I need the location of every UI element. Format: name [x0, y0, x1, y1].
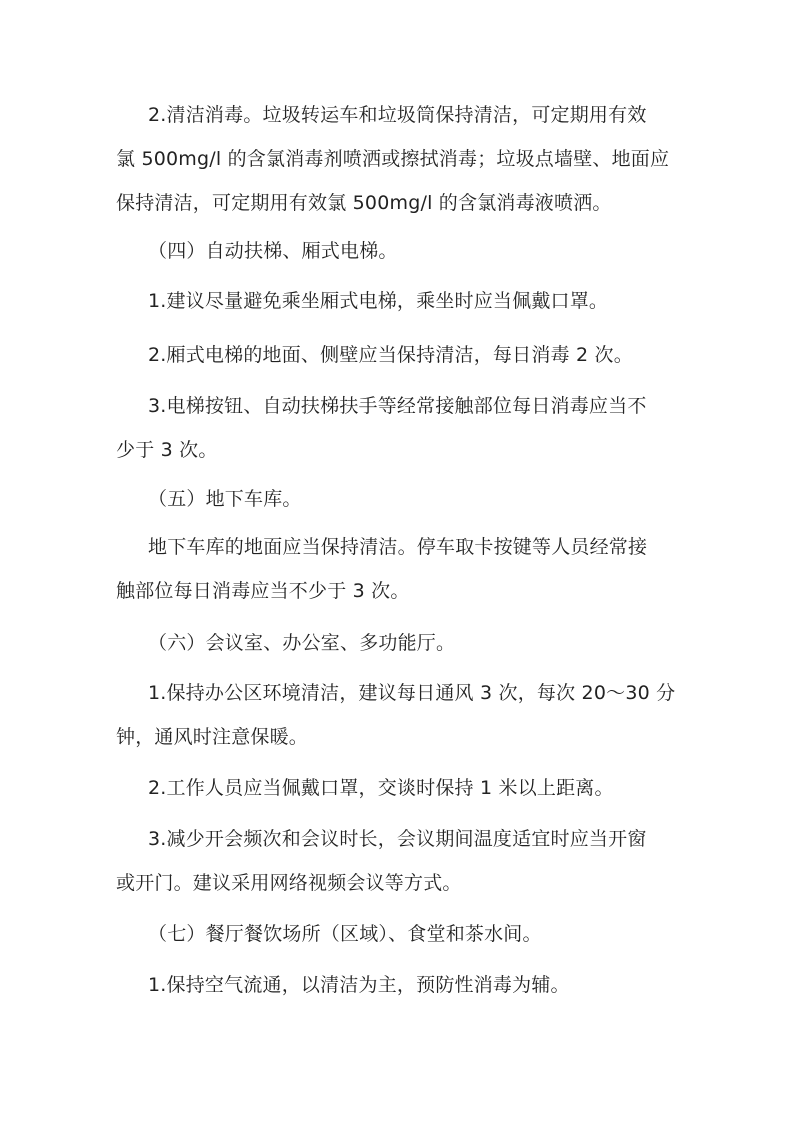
- paragraph-elevator-1: [116, 279, 686, 323]
- text-line: 或开门。建议采用网络视频会议等方式。: [116, 872, 462, 894]
- section-heading-meeting-rooms: [116, 621, 686, 665]
- text-line: （四）自动扶梯、厢式电梯。: [148, 240, 398, 262]
- paragraph-meeting-2: [116, 766, 686, 810]
- paragraph-garage: [116, 525, 686, 613]
- text-line: 3.减少开会频次和会议时长，会议期间温度适宜时应当开窗: [148, 828, 647, 850]
- text-line: 氯 500mg/l 的含氯消毒剂喷洒或擦拭消毒；垃圾点墙壁、地面应: [116, 148, 670, 170]
- text-line: 2.厢式电梯的地面、侧壁应当保持清洁，每日消毒 2 次。: [148, 344, 633, 366]
- text-line: 3.电梯按钮、自动扶梯扶手等经常接触部位每日消毒应当不: [148, 395, 647, 417]
- text-line: 钟，通风时注意保暖。: [116, 726, 309, 748]
- text-line: （五）地下车库。: [148, 488, 302, 510]
- text-line: 保持清洁，可定期用有效氯 500mg/l 的含氯消毒液喷洒。: [116, 192, 612, 214]
- paragraph-meeting-1: [116, 671, 686, 759]
- text-line: 1.保持办公区环境清洁，建议每日通风 3 次，每次 20～30 分: [148, 682, 676, 704]
- paragraph-meeting-3: [116, 817, 686, 905]
- text-line: 少于 3 次。: [116, 439, 218, 461]
- section-heading-garage: [116, 477, 686, 521]
- section-heading-dining: [116, 912, 686, 956]
- paragraph-cleaning-disinfection: [116, 93, 686, 225]
- text-line: 地下车库的地面应当保持清洁。停车取卡按键等人员经常接: [148, 536, 648, 558]
- text-line: 触部位每日消毒应当不少于 3 次。: [116, 580, 410, 602]
- text-line: 1.建议尽量避免乘坐厢式电梯，乘坐时应当佩戴口罩。: [148, 290, 609, 312]
- paragraph-elevator-2: [116, 333, 686, 377]
- paragraph-elevator-3: [116, 384, 686, 472]
- text-line: 1.保持空气流通，以清洁为主，预防性消毒为辅。: [148, 974, 570, 996]
- section-heading-escalators: [116, 229, 686, 273]
- paragraph-dining-1: [116, 963, 686, 1007]
- text-line: 2.工作人员应当佩戴口罩，交谈时保持 1 米以上距离。: [148, 777, 614, 799]
- text-line: 2.清洁消毒。垃圾转运车和垃圾筒保持清洁，可定期用有效: [148, 104, 647, 126]
- text-line: （六）会议室、办公室、多功能厅。: [148, 632, 456, 654]
- text-line: （七）餐厅餐饮场所（区域）、食堂和茶水间。: [148, 923, 542, 945]
